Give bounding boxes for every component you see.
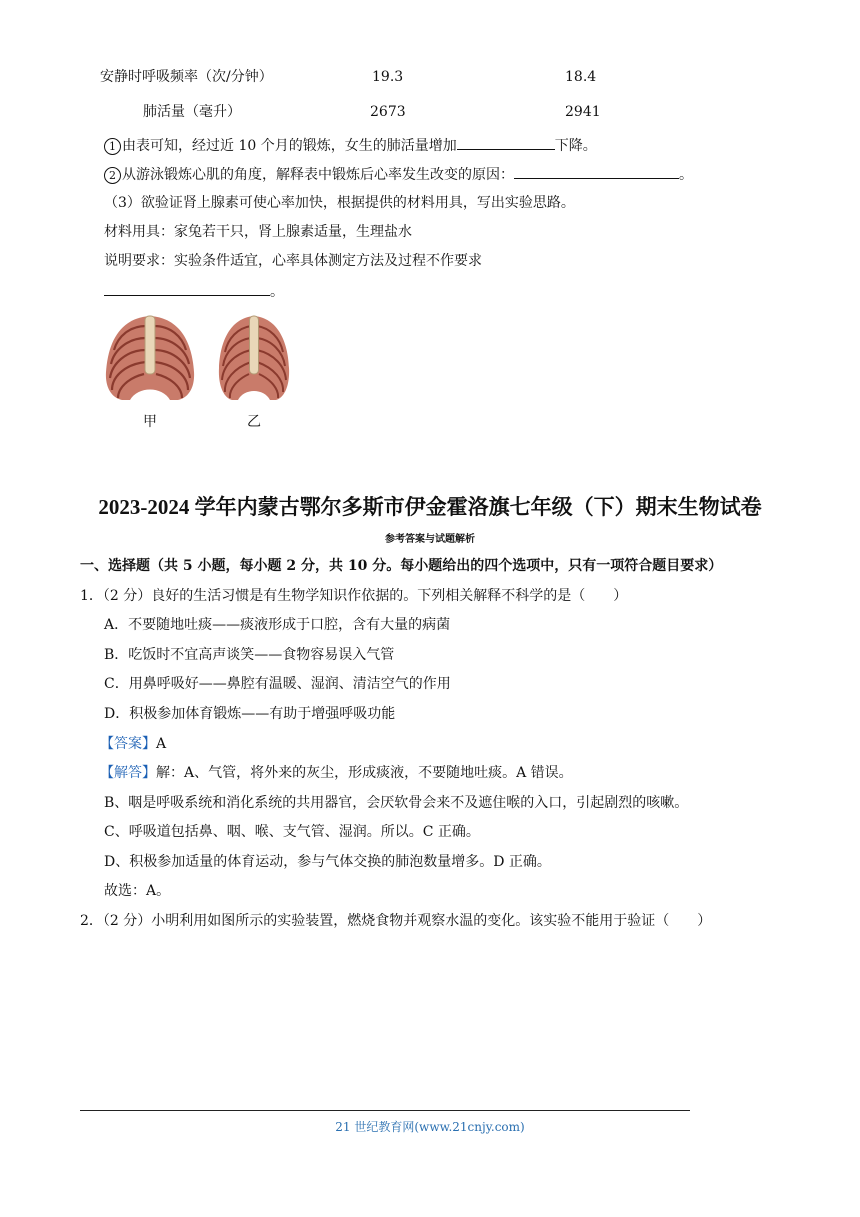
analysis-text: C、呼吸道包括鼻、咽、喉、支气管、湿润。所以。C 正确。 bbox=[104, 824, 480, 840]
answer-blank bbox=[514, 164, 679, 179]
ribcage-image bbox=[214, 312, 294, 404]
option-c: C．用鼻呼吸好——鼻腔有温暖、湿润、清洁空气的作用 bbox=[104, 676, 451, 692]
table-cell-value: 2941 bbox=[565, 104, 601, 120]
footer-text: 21 世纪教育网(www.21cnjy.com) bbox=[335, 1120, 525, 1134]
question-stem: 2．（2 分）小明利用如图所示的实验装置，燃烧食物并观察水温的变化。该实验不能用于验证（ ） bbox=[80, 913, 712, 929]
materials-text: 材料用具：家兔若干只，肾上腺素适量，生理盐水 bbox=[104, 224, 412, 240]
table-row-label: 安静时呼吸频率（次/分钟） bbox=[100, 69, 273, 85]
answer-line-end: 。 bbox=[270, 284, 284, 300]
option-d: D．积极参加体育锻炼——有助于增强呼吸功能 bbox=[104, 706, 396, 722]
option-b: B．吃饭时不宜高声谈笑——食物容易误入气管 bbox=[104, 647, 395, 663]
figure-label: 甲 bbox=[143, 414, 157, 430]
question-text: 由表可知，经过近 10 个月的锻炼，女生的肺活量增加 bbox=[122, 138, 457, 154]
question-text: 下降。 bbox=[554, 138, 597, 154]
question-stem: 1．（2 分）良好的生活习惯是有生物学知识作依据的。下列相关解释不科学的是（ ） bbox=[80, 588, 628, 604]
analysis-tag: 【解答】 bbox=[100, 765, 156, 781]
option-a: A．不要随地吐痰——痰液形成于口腔，含有大量的病菌 bbox=[104, 617, 451, 633]
answer-line bbox=[104, 281, 284, 302]
exam-title: 2023-2024 学年内蒙古鄂尔多斯市伊金霍洛旗七年级（下）期末生物试卷 bbox=[98, 495, 762, 519]
table-row bbox=[100, 67, 720, 87]
analysis-line bbox=[100, 763, 573, 783]
exam-subtitle: 参考答案与试题解析 bbox=[385, 534, 475, 545]
question-text: 从游泳锻炼心肌的角度，解释表中锻炼后心率发生改变的原因： bbox=[122, 167, 514, 183]
answer-line bbox=[100, 734, 166, 754]
question-part-1 bbox=[104, 135, 597, 156]
question-part-2 bbox=[104, 164, 693, 185]
question-text: 。 bbox=[679, 167, 693, 183]
requirements-text: 说明要求：实验条件适宜，心率具体测定方法及过程不作要求 bbox=[104, 253, 482, 269]
table-row-label: 肺活量（毫升） bbox=[143, 104, 241, 120]
circled-number: 2 bbox=[104, 167, 121, 184]
section-heading: 一、选择题（共 5 小题，每小题 2 分，共 10 分。每小题给出的四个选项中，只有一项符合题目要求） bbox=[80, 558, 723, 574]
question-part-3: （3）欲验证肾上腺素可使心率加快，根据提供的材料用具，写出实验思路。 bbox=[104, 195, 575, 211]
ribcage-figure-yi bbox=[214, 312, 294, 428]
footer-divider bbox=[80, 1110, 690, 1111]
table-cell-value: 2673 bbox=[370, 104, 406, 120]
ribcage-image bbox=[100, 312, 200, 404]
answer-value: A bbox=[156, 736, 167, 752]
answer-blank bbox=[104, 281, 270, 296]
table-cell-value: 19.3 bbox=[372, 69, 404, 85]
analysis-text: 故选：A。 bbox=[104, 883, 171, 899]
figure-label: 乙 bbox=[247, 414, 261, 430]
answer-tag: 【答案】 bbox=[100, 736, 156, 752]
answer-blank bbox=[457, 135, 555, 150]
analysis-text: 解：A、气管，将外来的灰尘，形成痰液，不要随地吐痰。A 错误。 bbox=[156, 765, 573, 781]
table-cell-value: 18.4 bbox=[565, 69, 597, 85]
analysis-text: B、咽是呼吸系统和消化系统的共用器官，会厌软骨会来不及遮住喉的入口，引起剧烈的咳嗽。 bbox=[104, 795, 689, 811]
analysis-text: D、积极参加适量的体育运动，参与气体交换的肺泡数量增多。D 正确。 bbox=[104, 854, 551, 870]
circled-number: 1 bbox=[104, 138, 121, 155]
ribcage-figure-jia bbox=[100, 312, 200, 428]
